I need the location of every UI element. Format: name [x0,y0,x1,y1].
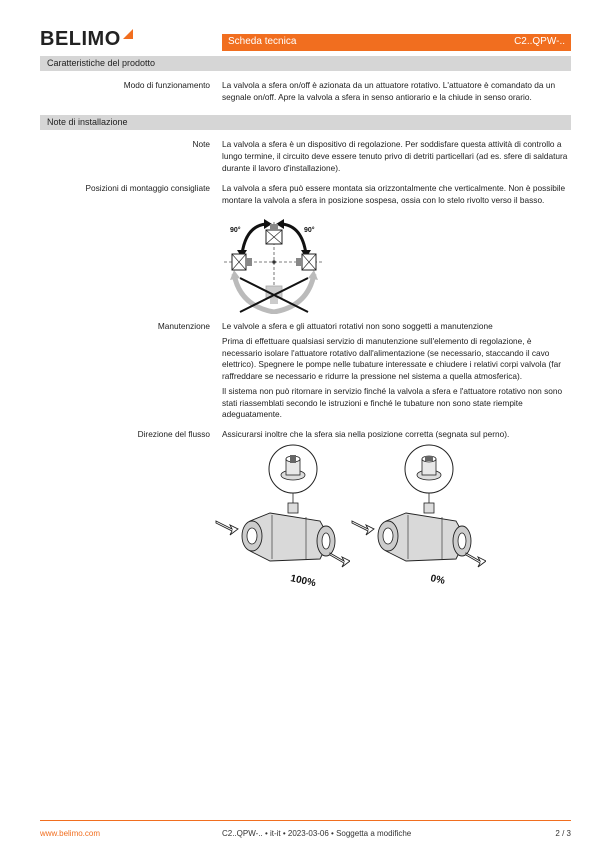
header-bar [222,34,571,51]
label-notes: Note [192,139,210,149]
text-flow [222,429,570,444]
footer-doc-info: C2..QPW-.. • it-it • 2023-03-06 • Soggetta a modifiche [222,829,412,838]
mode-paragraph: La valvola a sfera on/off è azionata da un attuatore rotativo. L'attuatore è comandato da un segnale on/off. Apre la valvola a sfera in senso antiorario e la chiude in senso orario. [222,80,556,102]
maint-paragraph-2: Prima di effettuare qualsiasi servizio di manutenzione sull'elemento di regolazione, è necessario isolare l'attuatore rotativo dall'alimentazione (se necessario, staccando il cavo elettrico). Spegnere le pompe nelle tubature interessate e chiudere i relativi corpi valvola (far raffreddare se necessario e ridurre la pressione nel sistema a quella atmosferica). [222,335,561,382]
mounting-paragraph: La valvola a sfera può essere montata sia orizzontalmente che verticalmente. Non è possibile montare la valvola a sfera in posizione sospesa, ossia con lo stelo rivolto verso il basso. [222,183,566,205]
doc-model: C2..QPW-.. [514,36,565,48]
flow-open-label: 100% [289,573,317,590]
text-mode [222,80,570,107]
logo-text: BELIMO [40,28,121,50]
belimo-logo [40,28,134,50]
text-maintenance [222,321,570,424]
angle-label-right: 90° [304,227,315,234]
doc-title: Scheda tecnica [228,36,297,48]
logo-mark-icon [122,28,134,40]
section-install-heading: Note di installazione [40,115,571,130]
notes-paragraph: La valvola a sfera è un dispositivo di regolazione. Per soddisfare questa attività di controllo a lungo termine, il circuito deve essere tenuto privo di detriti particellari (ad es. sfere di saldatura durante il lavoro d'installazione). [222,139,568,173]
label-maintenance: Manutenzione [157,321,210,331]
label-mounting: Posizioni di montaggio consigliate [85,183,210,193]
footer-divider [40,820,571,821]
text-mounting [222,183,570,210]
flow-closed-label: 0% [429,573,446,587]
mounting-positions-diagram [222,216,327,314]
flow-paragraph: Assicurarsi inoltre che la sfera sia nella posizione corretta (segnata sul perno). [222,429,510,439]
flow-open-diagram [210,443,350,591]
footer-page-number: 2 / 3 [555,829,571,838]
label-flow: Direzione del flusso [137,429,210,439]
maint-paragraph-3: Il sistema non può ritornare in servizio finché la valvola a sfera e l'attuatore rotativo non sono stati riassemblati secondo le istruzioni e finché le tubature non sono state riempite adeguatamente. [222,385,563,420]
maint-paragraph-1: Le valvole a sfera e gli attuatori rotativi non sono soggetti a manutenzione [222,321,493,331]
text-notes [222,139,570,177]
flow-closed-diagram [346,443,486,591]
angle-label-left: 90° [230,227,241,234]
footer-website-link[interactable]: www.belimo.com [40,829,101,838]
label-mode: Modo di funzionamento [123,80,210,90]
section-product-heading: Caratteristiche del prodotto [40,56,571,71]
